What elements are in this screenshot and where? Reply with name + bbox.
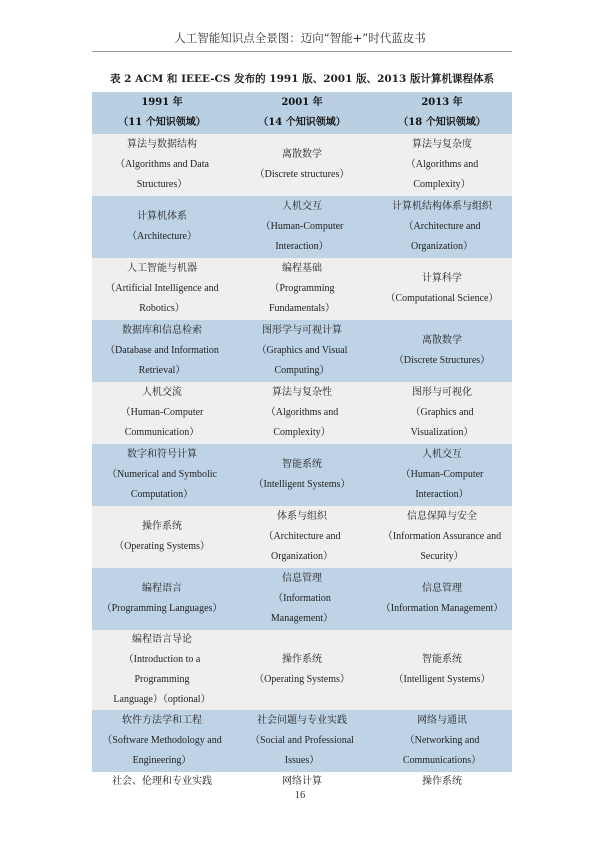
cell-line: （Graphics and xyxy=(410,407,474,418)
cell-line: 数据库和信息检索 xyxy=(122,325,202,336)
table-cell xyxy=(92,710,232,772)
column-header-2001 xyxy=(232,92,372,134)
table-cell xyxy=(372,258,512,320)
table-cell xyxy=(372,134,512,196)
table-cell xyxy=(372,506,512,568)
table-cell xyxy=(232,444,372,506)
cell-line: （Introduction to a Programming xyxy=(123,654,201,685)
cell-line: Security） xyxy=(420,551,464,562)
table-cell xyxy=(232,196,372,258)
cell-line: Complexity） xyxy=(273,427,331,438)
cell-line: Interaction） xyxy=(275,241,329,252)
table-cell xyxy=(372,772,512,792)
cell-line: （Algorithms and Data Structures） xyxy=(115,159,209,190)
table-cell xyxy=(92,444,232,506)
cell-line: 数字和符号计算 xyxy=(127,449,197,460)
cell-line: 离散数学 xyxy=(422,335,462,346)
table-cell xyxy=(372,568,512,630)
table-row xyxy=(92,320,512,382)
cell-line: 图形与可视化 xyxy=(412,387,472,398)
cell-line: （Architecture and xyxy=(263,531,341,542)
cell-line: 算法与复杂性 xyxy=(272,387,332,398)
table-cell xyxy=(372,196,512,258)
cell-line: Fundamentals） xyxy=(268,303,336,314)
table-header-row xyxy=(92,92,512,134)
column-year: 2013 年 xyxy=(421,97,463,108)
table-cell xyxy=(232,320,372,382)
table-row xyxy=(92,134,512,196)
cell-line: 图形学与可视计算 xyxy=(262,325,342,336)
table-row xyxy=(92,506,512,568)
table-cell xyxy=(92,196,232,258)
table-cell xyxy=(92,506,232,568)
cell-line: Communication） xyxy=(124,427,200,438)
table-row xyxy=(92,258,512,320)
cell-line: 计算科学 xyxy=(422,273,462,284)
cell-line: 体系与组织 xyxy=(277,511,327,522)
column-header-2013 xyxy=(372,92,512,134)
cell-line: （Human-Computer xyxy=(400,469,484,480)
cell-line: 算法与数据结构 xyxy=(127,139,197,150)
table-cell xyxy=(92,630,232,710)
cell-line: （Artificial Intelligence and xyxy=(105,283,219,294)
cell-line: Engineering） xyxy=(132,755,192,766)
cell-line: 人机交互 xyxy=(282,201,322,212)
cell-line: 离散数学 xyxy=(282,149,322,160)
cell-line: （Programming Languages） xyxy=(101,603,223,614)
table-cell xyxy=(232,710,372,772)
cell-line: Visualization） xyxy=(410,427,474,438)
table-cell xyxy=(372,710,512,772)
column-areas: （18 个知识领域） xyxy=(398,117,486,128)
cell-line: （Numerical and Symbolic xyxy=(107,469,217,480)
cell-line: （Information Assurance and xyxy=(382,531,502,542)
cell-line: 操作系统 xyxy=(142,521,182,532)
cell-line: 操作系统 xyxy=(282,654,322,665)
column-areas: （14 个知识领域） xyxy=(258,117,346,128)
cell-line: （Operating Systems） xyxy=(254,674,350,685)
cell-line: 算法与复杂度 xyxy=(412,139,472,150)
page-number: 16 xyxy=(294,790,306,801)
cell-line: （Architecture） xyxy=(127,231,197,242)
cell-line: 智能系统 xyxy=(282,459,322,470)
table-cell xyxy=(372,320,512,382)
cell-line: （Intelligent Systems） xyxy=(253,479,351,490)
cell-line: （Social and Professional xyxy=(250,735,354,746)
table-cell xyxy=(232,506,372,568)
cell-line: （Intelligent Systems） xyxy=(393,674,491,685)
running-header: 人工智能知识点全景图：迈向“智能+”时代蓝皮书 xyxy=(174,31,426,45)
table-cell xyxy=(92,382,232,444)
cell-line: 信息管理 xyxy=(422,583,462,594)
table-cell xyxy=(232,568,372,630)
cell-line: （Software Methodology and xyxy=(102,735,222,746)
cell-line: 软件方法学和工程 xyxy=(122,715,202,726)
cell-line: Management） xyxy=(270,613,334,624)
cell-line: Computing） xyxy=(274,365,330,376)
cell-line: Complexity） xyxy=(413,179,471,190)
cell-line: 网络计算 xyxy=(282,776,322,787)
cell-line: 社会、伦理和专业实践 xyxy=(112,776,212,787)
cell-line: （Computational Science） xyxy=(385,293,499,304)
table-cell xyxy=(92,772,232,792)
cell-line: （Information xyxy=(273,593,331,604)
cell-line: （Programming xyxy=(269,283,335,294)
table-cell xyxy=(232,772,372,792)
table-cell xyxy=(232,382,372,444)
cell-line: Issues） xyxy=(284,755,320,766)
column-year: 1991 年 xyxy=(141,97,183,108)
table-cell xyxy=(92,320,232,382)
cell-line: （Human-Computer xyxy=(260,221,344,232)
cell-line: Interaction） xyxy=(415,489,469,500)
table-body xyxy=(92,134,512,792)
table-cell xyxy=(92,568,232,630)
header-divider xyxy=(92,51,512,52)
cell-line: （Discrete structures） xyxy=(254,169,350,180)
table-row xyxy=(92,444,512,506)
cell-line: （Database and Information xyxy=(105,345,219,356)
table-cell xyxy=(232,134,372,196)
cell-line: 计算机结构体系与组织 xyxy=(392,201,492,212)
cell-line: Computation） xyxy=(130,489,194,500)
cell-line: 信息管理 xyxy=(282,573,322,584)
column-areas: （11 个知识领域） xyxy=(118,117,206,128)
cell-line: Retrieval） xyxy=(138,365,186,376)
cell-line: 信息保障与安全 xyxy=(407,511,477,522)
table-row xyxy=(92,630,512,710)
cell-line: 编程基础 xyxy=(282,263,322,274)
cell-line: （Algorithms and xyxy=(265,407,339,418)
cell-line: 编程语言 xyxy=(142,583,182,594)
table-row xyxy=(92,772,512,792)
curriculum-table xyxy=(92,92,512,792)
cell-line: 操作系统 xyxy=(422,776,462,787)
cell-line: Language）（optional） xyxy=(113,694,211,705)
cell-line: （Graphics and Visual xyxy=(256,345,348,356)
table-cell xyxy=(92,258,232,320)
cell-line: （Information Management） xyxy=(380,603,504,614)
cell-line: 人机交流 xyxy=(142,387,182,398)
cell-line: （Human-Computer xyxy=(120,407,204,418)
column-header-1991 xyxy=(92,92,232,134)
column-year: 2001 年 xyxy=(281,97,323,108)
cell-line: 网络与通讯 xyxy=(417,715,467,726)
cell-line: （Discrete Structures） xyxy=(393,355,491,366)
cell-line: 人机交互 xyxy=(422,449,462,460)
cell-line: Organization） xyxy=(270,551,334,562)
table-cell xyxy=(372,630,512,710)
cell-line: （Architecture and xyxy=(403,221,481,232)
table-cell xyxy=(232,258,372,320)
table-cell xyxy=(372,444,512,506)
table-cell xyxy=(232,630,372,710)
table-row xyxy=(92,710,512,772)
cell-line: （Operating Systems） xyxy=(114,541,210,552)
table-row xyxy=(92,196,512,258)
cell-line: 人工智能与机器 xyxy=(127,263,197,274)
cell-line: 计算机体系 xyxy=(137,211,187,222)
table-caption: 表 2 ACM 和 IEEE-CS 发布的 1991 版、2001 版、2013 版计算机课程体系 xyxy=(110,73,494,85)
cell-line: Organization） xyxy=(410,241,474,252)
table-cell xyxy=(372,382,512,444)
cell-line: 编程语言导论 xyxy=(132,634,192,645)
cell-line: （Algorithms and xyxy=(405,159,479,170)
cell-line: Communications） xyxy=(402,755,482,766)
cell-line: 社会问题与专业实践 xyxy=(257,715,347,726)
table-cell xyxy=(92,134,232,196)
table-row xyxy=(92,568,512,630)
table-row xyxy=(92,382,512,444)
cell-line: 智能系统 xyxy=(422,654,462,665)
cell-line: （Networking and xyxy=(404,735,480,746)
cell-line: Robotics） xyxy=(139,303,185,314)
